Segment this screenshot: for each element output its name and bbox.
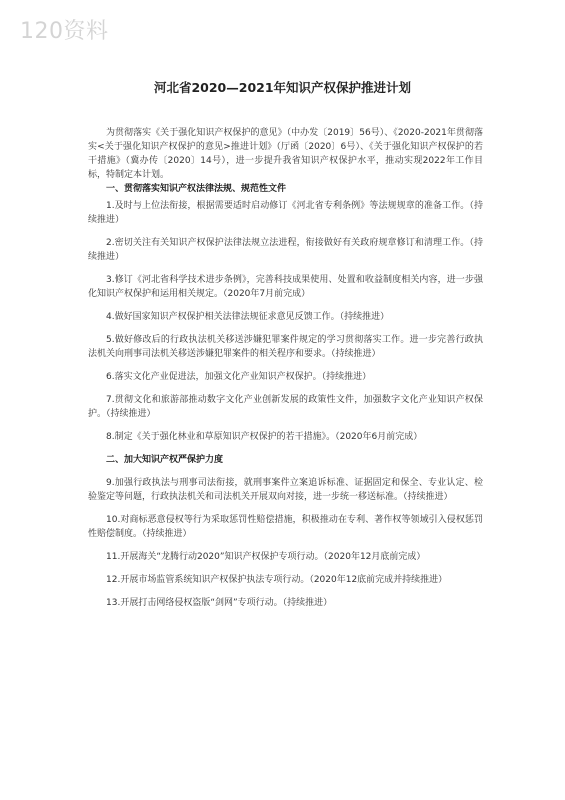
watermark: 120资料 [20, 19, 109, 44]
list-item: 9.加强行政执法与刑事司法衔接，就刑事案件立案追诉标准、证据固定和保全、专业认定、检验鉴定等问题，行政执法机关和司法机关开展双向对接，进一步统一移送标准。（持续推进） [88, 478, 483, 502]
list-item: 13.开展打击网络侵权盗版“剑网”专项行动。（持续推进） [106, 598, 333, 608]
section-heading-1: 一、贯彻落实知识产权法律法规、规范性文件 [106, 184, 287, 194]
section-heading-2: 二、加大知识产权严保护力度 [106, 455, 224, 465]
list-item: 11.开展海关“龙腾行动2020”知识产权保护专项行动。（2020年12月底前完成） [106, 552, 426, 562]
list-item: 6.落实文化产业促进法，加强文化产业知识产权保护。（持续推进） [106, 372, 372, 382]
document-body [88, 126, 483, 610]
intro-paragraph: 为贯彻落实《关于强化知识产权保护的意见》（中办发〔2019〕56号）、《2020-2021年贯彻落实<关于强化知识产权保护的意见>推进计划》（厅函〔2020〕6号）、《关于强化知识产权保护的若干措施》（冀办传〔2020〕14号），进一步提升我省知识产权保护水平，推动实现2022年工作目标，特制定本计划。 [88, 128, 483, 180]
list-item: 3.修订《河北省科学技术进步条例》，完善科技成果使用、处置和收益制度相关内容，进一步强化知识产权保护和运用相关规定。（2020年7月前完成） [88, 275, 483, 299]
list-item: 5.做好修改后的行政执法机关移送涉嫌犯罪案件规定的学习贯彻落实工作。进一步完善行政执法机关向刑事司法机关移送涉嫌犯罪案件的相关程序和要求。（持续推进） [88, 335, 483, 359]
list-item: 10.对商标恶意侵权等行为采取惩罚性赔偿措施，积极推动在专利、著作权等领域引入侵权惩罚性赔偿制度。（持续推进） [88, 515, 483, 539]
list-item: 8.制定《关于强化林业和草原知识产权保护的若干措施》。（2020年6月前完成） [106, 432, 423, 442]
list-item: 7.贯彻文化和旅游部推动数字文化产业创新发展的政策性文件，加强数字文化产业知识产权保护。（持续推进） [88, 395, 483, 419]
list-item: 4.做好国家知识产权保护相关法律法规征求意见反馈工作。（持续推进） [106, 312, 390, 322]
document-title: 河北省2020—2021年知识产权保护推进计划 [153, 80, 412, 95]
list-item: 2.密切关注有关知识产权保护法律法规立法进程，衔接做好有关政府规章修订和清理工作。（持续推进） [88, 238, 483, 262]
list-item: 12.开展市场监管系统知识产权保护执法专项行动。（2020年12底前完成并持续推进） [106, 575, 448, 585]
list-item: 1.及时与上位法衔接，根据需要适时启动修订《河北省专利条例》等法规规章的准备工作。（持续推进） [88, 201, 483, 225]
